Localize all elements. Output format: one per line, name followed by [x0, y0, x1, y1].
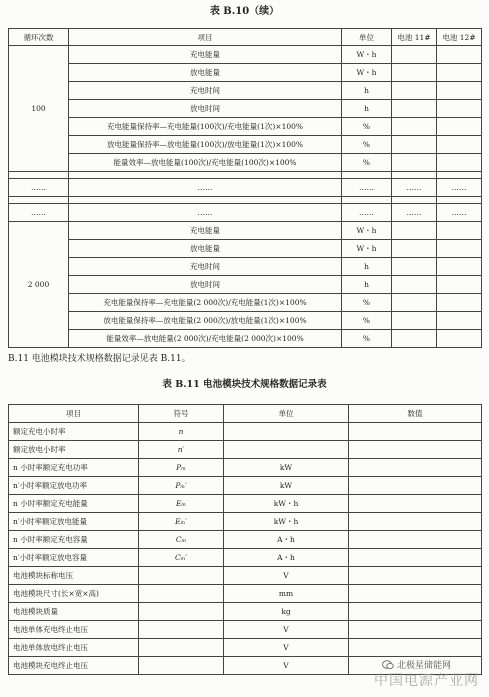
symbol-cell: Eₘ	[139, 495, 224, 513]
symbol-cell	[139, 585, 224, 603]
unit-ellipsis-cell: ……	[342, 204, 392, 222]
value-cell	[349, 531, 482, 549]
item-cell: 充电时间	[69, 82, 342, 100]
table-row	[9, 312, 482, 330]
table-row	[9, 441, 482, 459]
unit-cell	[224, 441, 349, 459]
battery-11-cell	[392, 222, 437, 240]
item-cell: 充电能量	[69, 46, 342, 64]
unit-cell: A・h	[224, 549, 349, 567]
battery-11-ellipsis-cell: ……	[392, 204, 437, 222]
table-row	[9, 222, 482, 240]
item-ellipsis-cell: ……	[69, 204, 342, 222]
battery-11-cell	[392, 118, 437, 136]
spacer-cell	[342, 197, 392, 204]
ellipsis-row	[9, 204, 482, 222]
item-cell: 充电能量保持率—充电能量(100次)/充电能量(1次)×100%	[69, 118, 342, 136]
table-row	[9, 531, 482, 549]
table-row	[9, 294, 482, 312]
value-cell	[349, 585, 482, 603]
symbol-cell: n′	[139, 441, 224, 459]
table-row	[9, 100, 482, 118]
battery-12-cell	[437, 240, 482, 258]
item-cell: 放电能量	[69, 64, 342, 82]
battery-12-cell	[437, 222, 482, 240]
item-cell: 能量效率—放电能量(2 000次)/充电能量(2 000次)×100%	[69, 330, 342, 348]
unit-ellipsis-cell: ……	[342, 179, 392, 197]
header-battery-11: 电池 11#	[392, 29, 437, 46]
item-cell: 放电能量保持率—放电能量(2 000次)/放电能量(1次)×100%	[69, 312, 342, 330]
section-b11-text: B.11 电池模块技术规格数据记录见表 B.11。	[8, 354, 191, 364]
table-row	[9, 567, 482, 585]
item-cell: 放电能量	[69, 240, 342, 258]
symbol-cell	[139, 621, 224, 639]
unit-cell: W・h	[342, 46, 392, 64]
battery-11-cell	[392, 258, 437, 276]
table-row	[9, 46, 482, 64]
battery-11-cell	[392, 136, 437, 154]
item-cell: n′小时率额定放电容量	[9, 549, 139, 567]
unit-cell: %	[342, 136, 392, 154]
unit-cell: %	[342, 118, 392, 136]
symbol-cell: Pₘ′	[139, 477, 224, 495]
battery-11-cell	[392, 46, 437, 64]
battery-12-cell	[437, 330, 482, 348]
value-cell	[349, 513, 482, 531]
unit-cell: h	[342, 82, 392, 100]
symbol-cell: Eₘ′	[139, 513, 224, 531]
table-row	[9, 423, 482, 441]
battery-12-cell	[437, 64, 482, 82]
spacer-cell	[9, 172, 69, 179]
spacer-cell	[392, 197, 437, 204]
battery-11-cell	[392, 330, 437, 348]
item-cell: n′小时率额定放电功率	[9, 477, 139, 495]
unit-cell: %	[342, 312, 392, 330]
unit-cell: kg	[224, 603, 349, 621]
table-row	[9, 459, 482, 477]
unit-cell: %	[342, 294, 392, 312]
item-cell: 电池模块标称电压	[9, 567, 139, 585]
unit-cell: V	[224, 639, 349, 657]
watermark: 中国电源产业网	[374, 673, 479, 689]
value-cell	[349, 567, 482, 585]
cycle-count-cell: 2 000	[9, 222, 69, 348]
unit-cell: kW・h	[224, 513, 349, 531]
battery-12-ellipsis-cell: ……	[437, 204, 482, 222]
item-cell: 放电时间	[69, 100, 342, 118]
table-b10-header-row	[9, 29, 482, 46]
value-cell	[349, 549, 482, 567]
cycle-ellipsis-cell: ……	[9, 179, 69, 197]
value-cell	[349, 639, 482, 657]
wechat-icon	[382, 660, 394, 670]
symbol-cell	[139, 639, 224, 657]
spacer-cell	[437, 172, 482, 179]
spacer-cell	[342, 172, 392, 179]
value-cell	[349, 423, 482, 441]
table-b10-body	[9, 46, 482, 348]
table-row	[9, 82, 482, 100]
cycle-count-cell: 100	[9, 46, 69, 172]
table-row	[9, 258, 482, 276]
unit-cell: %	[342, 154, 392, 172]
battery-11-cell	[392, 64, 437, 82]
symbol-cell	[139, 657, 224, 675]
battery-12-cell	[437, 294, 482, 312]
unit-cell: W・h	[342, 64, 392, 82]
value-cell	[349, 459, 482, 477]
item-cell: 电池模块尺寸(长×宽×高)	[9, 585, 139, 603]
battery-11-cell	[392, 100, 437, 118]
unit-cell: W・h	[342, 222, 392, 240]
table-row	[9, 136, 482, 154]
battery-12-cell	[437, 118, 482, 136]
brand-text: 北极星储能网	[396, 661, 451, 671]
value-cell	[349, 441, 482, 459]
table-row	[9, 549, 482, 567]
item-cell: 电池单体放电终止电压	[9, 639, 139, 657]
unit-cell: kW	[224, 477, 349, 495]
item-cell: 电池模块质量	[9, 603, 139, 621]
item-cell: n 小时率额定充电功率	[9, 459, 139, 477]
header-item: 项目	[9, 405, 139, 423]
item-cell: 额定放电小时率	[9, 441, 139, 459]
spacer-row	[9, 172, 482, 179]
battery-12-cell	[437, 154, 482, 172]
header-symbol: 符号	[139, 405, 224, 423]
table-row	[9, 585, 482, 603]
item-cell: n 小时率额定充电容量	[9, 531, 139, 549]
table-row	[9, 603, 482, 621]
table-row	[9, 495, 482, 513]
unit-cell	[224, 423, 349, 441]
table-b11-caption: 表 B.11 电池模块技术规格数据记录表	[162, 379, 327, 390]
item-cell: 额定充电小时率	[9, 423, 139, 441]
value-cell	[349, 477, 482, 495]
table-row	[9, 330, 482, 348]
item-cell: 电池模块充电终止电压	[9, 657, 139, 675]
battery-11-cell	[392, 240, 437, 258]
battery-11-ellipsis-cell: ……	[392, 179, 437, 197]
value-cell	[349, 621, 482, 639]
battery-11-cell	[392, 276, 437, 294]
table-row	[9, 639, 482, 657]
battery-11-cell	[392, 312, 437, 330]
table-b11	[8, 404, 482, 675]
battery-12-cell	[437, 100, 482, 118]
item-cell: 电池单体充电终止电压	[9, 621, 139, 639]
item-cell: 充电能量	[69, 222, 342, 240]
battery-12-cell	[437, 312, 482, 330]
battery-12-cell	[437, 82, 482, 100]
item-cell: 放电能量保持率—放电能量(100次)/放电能量(1次)×100%	[69, 136, 342, 154]
symbol-cell	[139, 603, 224, 621]
battery-11-cell	[392, 294, 437, 312]
battery-12-cell	[437, 258, 482, 276]
battery-12-cell	[437, 276, 482, 294]
item-cell: 充电能量保持率—充电能量(2 000次)/充电能量(1次)×100%	[69, 294, 342, 312]
spacer-cell	[392, 172, 437, 179]
item-cell: 能量效率—放电能量(100次)/充电能量(100次)×100%	[69, 154, 342, 172]
unit-cell: mm	[224, 585, 349, 603]
unit-cell: V	[224, 567, 349, 585]
symbol-cell: Cₘ	[139, 531, 224, 549]
table-b10-caption: 表 B.10（续）	[209, 6, 280, 17]
symbol-cell: Cₘ′	[139, 549, 224, 567]
value-cell	[349, 495, 482, 513]
table-row	[9, 621, 482, 639]
unit-cell: h	[342, 258, 392, 276]
spacer-cell	[437, 197, 482, 204]
unit-cell: %	[342, 330, 392, 348]
table-row	[9, 477, 482, 495]
item-cell: 放电时间	[69, 276, 342, 294]
item-cell: 充电时间	[69, 258, 342, 276]
item-cell: n 小时率额定充电能量	[9, 495, 139, 513]
header-item: 项目	[69, 29, 342, 46]
symbol-cell	[139, 567, 224, 585]
unit-cell: W・h	[342, 240, 392, 258]
battery-11-cell	[392, 154, 437, 172]
header-unit: 单位	[224, 405, 349, 423]
battery-12-ellipsis-cell: ……	[437, 179, 482, 197]
table-row	[9, 154, 482, 172]
header-battery-12: 电池 12#	[437, 29, 482, 46]
unit-cell: h	[342, 276, 392, 294]
table-row	[9, 118, 482, 136]
table-b11-header-row	[9, 405, 482, 423]
cycle-ellipsis-cell: ……	[9, 204, 69, 222]
unit-cell: h	[342, 100, 392, 118]
table-row	[9, 240, 482, 258]
unit-cell: kW	[224, 459, 349, 477]
value-cell	[349, 603, 482, 621]
unit-cell: V	[224, 657, 349, 675]
unit-cell: A・h	[224, 531, 349, 549]
battery-12-cell	[437, 46, 482, 64]
battery-11-cell	[392, 82, 437, 100]
symbol-cell: Pₘ	[139, 459, 224, 477]
spacer-cell	[69, 172, 342, 179]
header-cycle-count: 循环次数	[9, 29, 69, 46]
spacer-row	[9, 197, 482, 204]
table-row	[9, 276, 482, 294]
spacer-cell	[9, 197, 69, 204]
symbol-cell: n	[139, 423, 224, 441]
table-b10	[8, 28, 482, 348]
table-b11-body	[9, 423, 482, 675]
item-cell: n′小时率额定放电能量	[9, 513, 139, 531]
table-row	[9, 64, 482, 82]
ellipsis-row	[9, 179, 482, 197]
table-row	[9, 513, 482, 531]
battery-12-cell	[437, 136, 482, 154]
unit-cell: V	[224, 621, 349, 639]
unit-cell: kW・h	[224, 495, 349, 513]
spacer-cell	[69, 197, 342, 204]
header-value: 数值	[349, 405, 482, 423]
item-ellipsis-cell: ……	[69, 179, 342, 197]
header-unit: 单位	[342, 29, 392, 46]
